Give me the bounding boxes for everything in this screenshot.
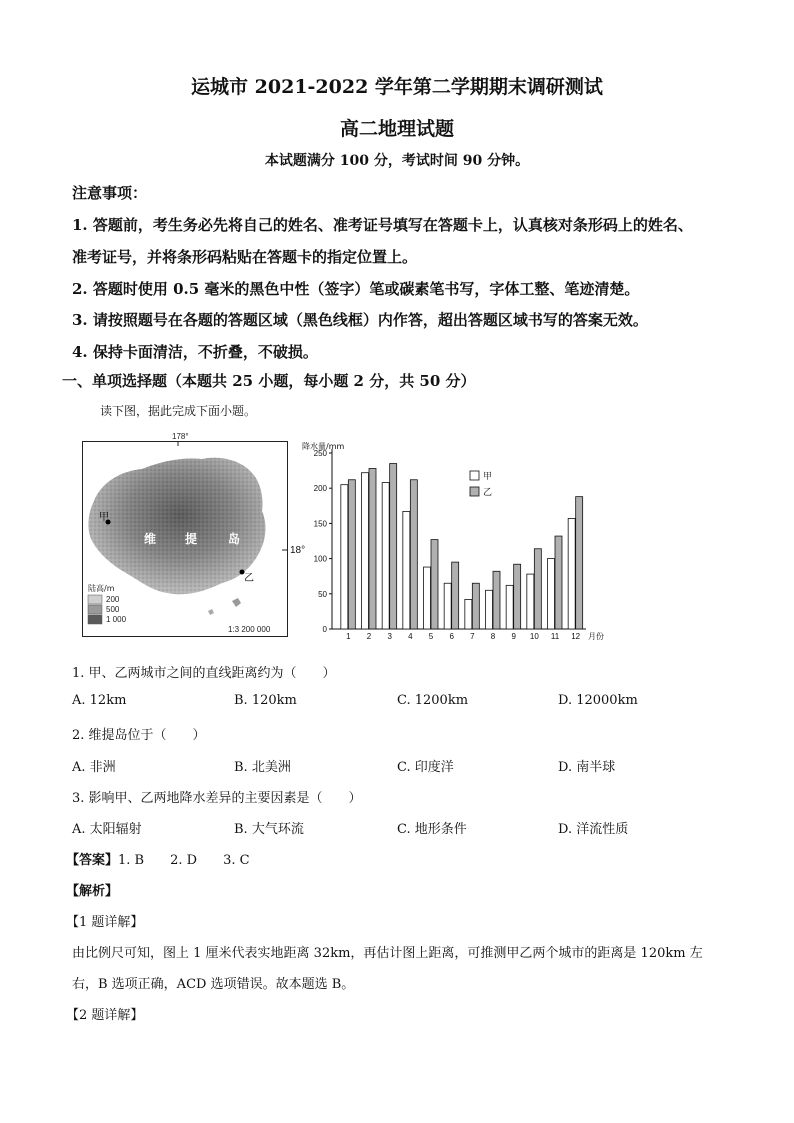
bar-jia (341, 485, 348, 629)
x-axis-label: 月份 (588, 632, 604, 641)
island-char: 提 (185, 532, 198, 546)
section-heading: 一、单项选择题（本题共 25 小题，每小题 2 分，共 50 分） (62, 372, 476, 390)
x-tick-label: 3 (387, 632, 392, 641)
bar-yi (452, 562, 459, 629)
x-tick-label: 5 (428, 632, 434, 641)
bar-jia (465, 599, 472, 629)
notice-item: 1. 答题前，考生务必先将自己的姓名、准考证号填写在答题卡上，认真核对条形码上的姓名、 (72, 216, 693, 234)
notice-item: 3. 请按照题号在各题的答题区域（黑色线框）内作答，超出答题区域书写的答案无效。 (72, 311, 648, 329)
answer-text: 1. B 2. D 3. C (118, 853, 250, 868)
bar-jia (403, 511, 410, 629)
bar-jia (424, 567, 431, 629)
q1-analysis-line: 由比例尺可知，图上 1 厘米代表实地距离 32km，再估计图上距离，可推测甲乙两个城市的距离是 120km 左 (72, 946, 703, 961)
bar-jia (527, 574, 534, 629)
question-stem: 1. 甲、乙两城市之间的直线距离约为（ ） (72, 666, 336, 681)
legend-level: 200 (106, 595, 120, 604)
question-option: A. 12km (72, 693, 127, 708)
notice-item: 2. 答题时使用 0.5 毫米的黑色中性（签字）笔或碳素笔书写，字体工整、笔迹清楚。 (72, 280, 640, 298)
answer-line (66, 849, 250, 868)
legend-swatch (470, 487, 479, 496)
bar-yi (431, 540, 438, 629)
bar-yi (348, 480, 355, 629)
bar-jia (382, 483, 389, 629)
x-tick-label: 2 (366, 632, 372, 641)
y-tick-label: 150 (313, 519, 327, 529)
question-option: C. 1200km (397, 693, 469, 708)
bar-jia (444, 583, 451, 629)
question-option: D. 洋流性质 (558, 822, 629, 837)
x-tick-label: 8 (490, 632, 496, 641)
question-option: D. 南半球 (558, 760, 616, 775)
x-tick-label: 10 (529, 632, 539, 641)
bar-yi (390, 464, 397, 629)
question-option: B. 120km (234, 693, 297, 708)
bar-yi (555, 536, 562, 629)
x-tick-label: 1 (346, 632, 351, 641)
question-option: A. 太阳辐射 (72, 822, 142, 837)
x-tick-label: 6 (449, 632, 454, 641)
q2-heading: 【2 题详解】 (66, 1008, 144, 1023)
x-tick-label: 4 (408, 632, 413, 641)
question-option: D. 12000km (558, 693, 638, 708)
bar-yi (514, 564, 521, 629)
bar-yi (534, 549, 541, 629)
bar-jia (568, 518, 575, 629)
q1-heading: 【1 题详解】 (66, 915, 144, 930)
x-tick-label: 12 (571, 632, 581, 641)
exam-note: 本试题满分 100 分，考试时间 90 分钟。 (264, 153, 530, 169)
y-tick-label: 250 (313, 449, 327, 458)
legend-title: 陆高/m (88, 584, 115, 593)
bar-jia (486, 590, 493, 629)
bar-yi (472, 583, 479, 629)
notice-item: 准考证号，并将条形码粘贴在答题卡的指定位置上。 (72, 248, 418, 266)
island-char: 维 (144, 532, 157, 546)
x-tick-label: 9 (511, 632, 516, 641)
question-stem: 3. 影响甲、乙两地降水差异的主要因素是（ ） (72, 791, 362, 806)
y-tick-label: 200 (313, 484, 327, 494)
section-intro: 读下图，据此完成下面小题。 (100, 404, 257, 418)
vitilevu-map (82, 432, 288, 637)
question-option: C. 地形条件 (397, 822, 467, 837)
question-option: C. 印度洋 (397, 760, 454, 775)
lon-label: 178° (172, 432, 189, 441)
answer-label: 【答案】 (66, 853, 119, 868)
y-tick-label: 100 (313, 554, 327, 564)
legend-label: 乙 (483, 488, 493, 498)
lat-label: 18° (290, 545, 306, 556)
bar-yi (369, 468, 376, 629)
precipitation-chart (296, 441, 616, 641)
bar-yi (493, 571, 500, 629)
y-tick-label: 0 (322, 625, 327, 634)
x-tick-label: 11 (550, 632, 560, 641)
analysis-label: 【解析】 (66, 884, 119, 899)
legend-swatch (470, 471, 479, 480)
page-subtitle: 高二地理试题 (339, 118, 454, 140)
bar-yi (576, 497, 583, 629)
bar-jia (548, 559, 555, 629)
bar-jia (362, 473, 369, 629)
y-axis-label: 降水量/mm (302, 442, 345, 451)
city-b-label: 乙 (244, 573, 254, 584)
city-a-label: 甲 (99, 512, 109, 523)
question-stem: 2. 维提岛位于（ ） (72, 728, 206, 743)
question-option: B. 大气环流 (234, 822, 304, 837)
y-tick-label: 50 (318, 589, 327, 599)
bar-jia (506, 585, 513, 629)
notice-item: 4. 保持卡面清洁，不折叠，不破损。 (72, 343, 318, 361)
notice-heading: 注意事项： (72, 184, 148, 202)
bar-yi (410, 480, 417, 629)
question-option: A. 非洲 (72, 760, 116, 775)
legend-level: 1 000 (106, 615, 127, 624)
q1-analysis-line: 右，B 选项正确，ACD 选项错误。故本题选 B。 (72, 977, 355, 992)
question-option: B. 北美洲 (234, 760, 291, 775)
x-tick-label: 7 (470, 632, 475, 641)
legend-level: 500 (106, 605, 120, 614)
island-char: 岛 (228, 532, 241, 546)
page-title: 运城市 2021-2022 学年第二学期期末调研测试 (191, 76, 603, 98)
map-scale: 1:3 200 000 (228, 625, 271, 634)
legend-label: 甲 (483, 472, 493, 482)
